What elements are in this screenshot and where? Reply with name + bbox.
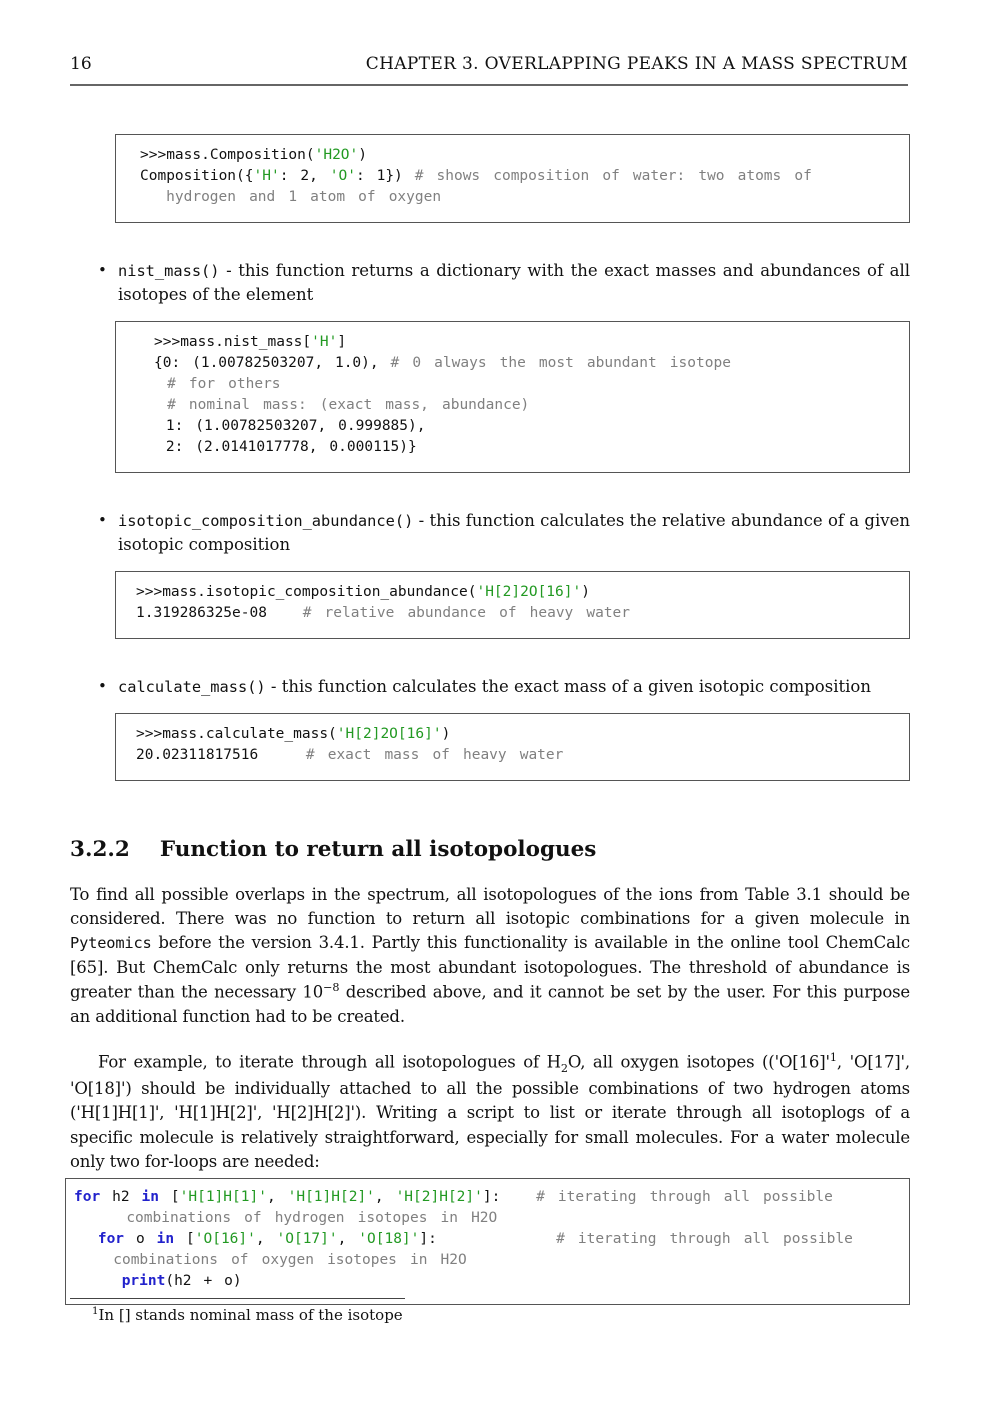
- text-segment: calculate_mass(): [118, 677, 266, 696]
- text-segment: For example, to iterate through all isotopologues of H: [98, 1052, 561, 1072]
- code-line: >>>mass.calculate_mass('H[2]2O[16]'): [136, 725, 451, 742]
- footnote-text: [70, 1305, 910, 1326]
- paragraph-example: [70, 1050, 910, 1174]
- bullet-nist-mass: [70, 259, 910, 307]
- text-segment: before the version 3.4.1. Partly this functionality is available in the online tool ChemCalc [65]. But ChemCalc only returns the most abundant isotopologues. The threshold of abundance is greater than the necessary 10: [70, 933, 910, 1002]
- code-block-composition: [115, 134, 910, 223]
- code-line: >>>mass.isotopic_composition_abundance('H[2]2O[16]'): [136, 583, 590, 600]
- text-segment: O, all oxygen isotopes (('O[16]': [567, 1052, 830, 1072]
- text-segment: - this function calculates the exact mass of a given isotopic composition: [265, 676, 871, 696]
- page-number: 16: [70, 54, 92, 74]
- page-content: [70, 100, 910, 1174]
- bullet-text: [118, 677, 871, 696]
- bullet-icon: •: [98, 676, 107, 695]
- page-header: [70, 54, 908, 86]
- footnote: [70, 1298, 910, 1326]
- code-line: >>>mass.nist_mass['H']: [154, 333, 347, 350]
- text-segment: described above, and it cannot be set by the user. For this purpose an additional function had to be created.: [70, 982, 910, 1026]
- bullet-text: [118, 511, 910, 554]
- footnote-marker: 1: [92, 1306, 99, 1317]
- code-line: print(h2 + o): [121, 1273, 242, 1290]
- code-line: for o in ['O[16]', 'O[17]', 'O[18]']: # iterating through all possible: [97, 1231, 853, 1248]
- code-block-calculate-mass: [115, 713, 910, 781]
- text-segment: - this function calculates the relative abundance of a given isotopic composition: [118, 510, 910, 554]
- bullet-isotopic-composition-abundance: [70, 509, 910, 557]
- footnote-body: In [] stands nominal mass of the isotope: [98, 1306, 403, 1324]
- chapter-header: CHAPTER 3. OVERLAPPING PEAKS IN A MASS SPECTRUM: [365, 54, 908, 74]
- code-block-isotopologue-loop: [65, 1178, 910, 1305]
- bullet-calculate-mass: [70, 675, 910, 699]
- paragraph-overlaps: [70, 883, 910, 1029]
- bullet-text: [118, 261, 910, 304]
- text-segment: , 'O[17]', 'O[18]') should be individually attached to all the possible combinations of two hydrogen atoms ('H[1]H[1]', 'H[1]H[2]', 'H[2]H[2]'). Writing a script to list or iterate through all isotoplogs of a specific molecule is relatively straightforward, especially for small molecules. For a water molecule only two for-loops are needed:: [70, 1052, 910, 1171]
- code-line: {0: (1.00782503207, 1.0), # 0 always the most abundant isotope: [154, 354, 731, 371]
- code-line: >>>mass.Composition('H2O'): [140, 147, 367, 163]
- text-segment: nist_mass(): [118, 262, 220, 281]
- code-line: combinations of hydrogen isotopes in H2O: [74, 1210, 498, 1227]
- code-line: 1: (1.00782503207, 0.999885),: [154, 417, 426, 434]
- section-number: 3.2.2: [70, 836, 130, 862]
- text-segment: - this function returns a dictionary with the exact masses and abundances of all isotopes of the element: [118, 261, 910, 304]
- text-segment: 2: [560, 1061, 568, 1075]
- footnote-rule: [70, 1298, 405, 1299]
- text-segment: 1: [829, 1050, 837, 1064]
- code-line: # for others: [154, 375, 281, 392]
- section-heading: [70, 837, 910, 862]
- code-line: for h2 in ['H[1]H[1]', 'H[1]H[2]', 'H[2]H[2]']: # iterating through all possible: [74, 1189, 833, 1205]
- section-title: Function to return all isotopologues: [159, 836, 597, 862]
- text-segment: To find all possible overlaps in the spectrum, all isotopologues of the ions from Table 3.1 should be considered. There was no function to return all isotopic combinations for a given molecule in: [70, 884, 910, 929]
- code-line: 20.02311817516 # exact mass of heavy water: [136, 746, 564, 763]
- code-block-isotopic-abundance: [115, 571, 910, 639]
- text-segment: Pyteomics: [70, 934, 152, 953]
- bullet-icon: •: [98, 510, 107, 529]
- code-line: Composition({'H': 2, 'O': 1}) # shows composition of water: two atoms of: [140, 168, 812, 185]
- text-segment: isotopic_composition_abundance(): [118, 511, 414, 530]
- text-segment: −8: [323, 980, 340, 994]
- code-line: hydrogen and 1 atom of oxygen: [140, 189, 442, 206]
- code-line: # nominal mass: (exact mass, abundance): [154, 396, 530, 413]
- code-line: 1.319286325e-08 # relative abundance of heavy water: [136, 604, 631, 621]
- code-block-nist-mass: [115, 321, 910, 473]
- code-line: combinations of oxygen isotopes in H2O: [74, 1252, 467, 1269]
- code-line: 2: (2.0141017778, 0.000115)}: [154, 438, 417, 455]
- bullet-icon: •: [98, 261, 107, 280]
